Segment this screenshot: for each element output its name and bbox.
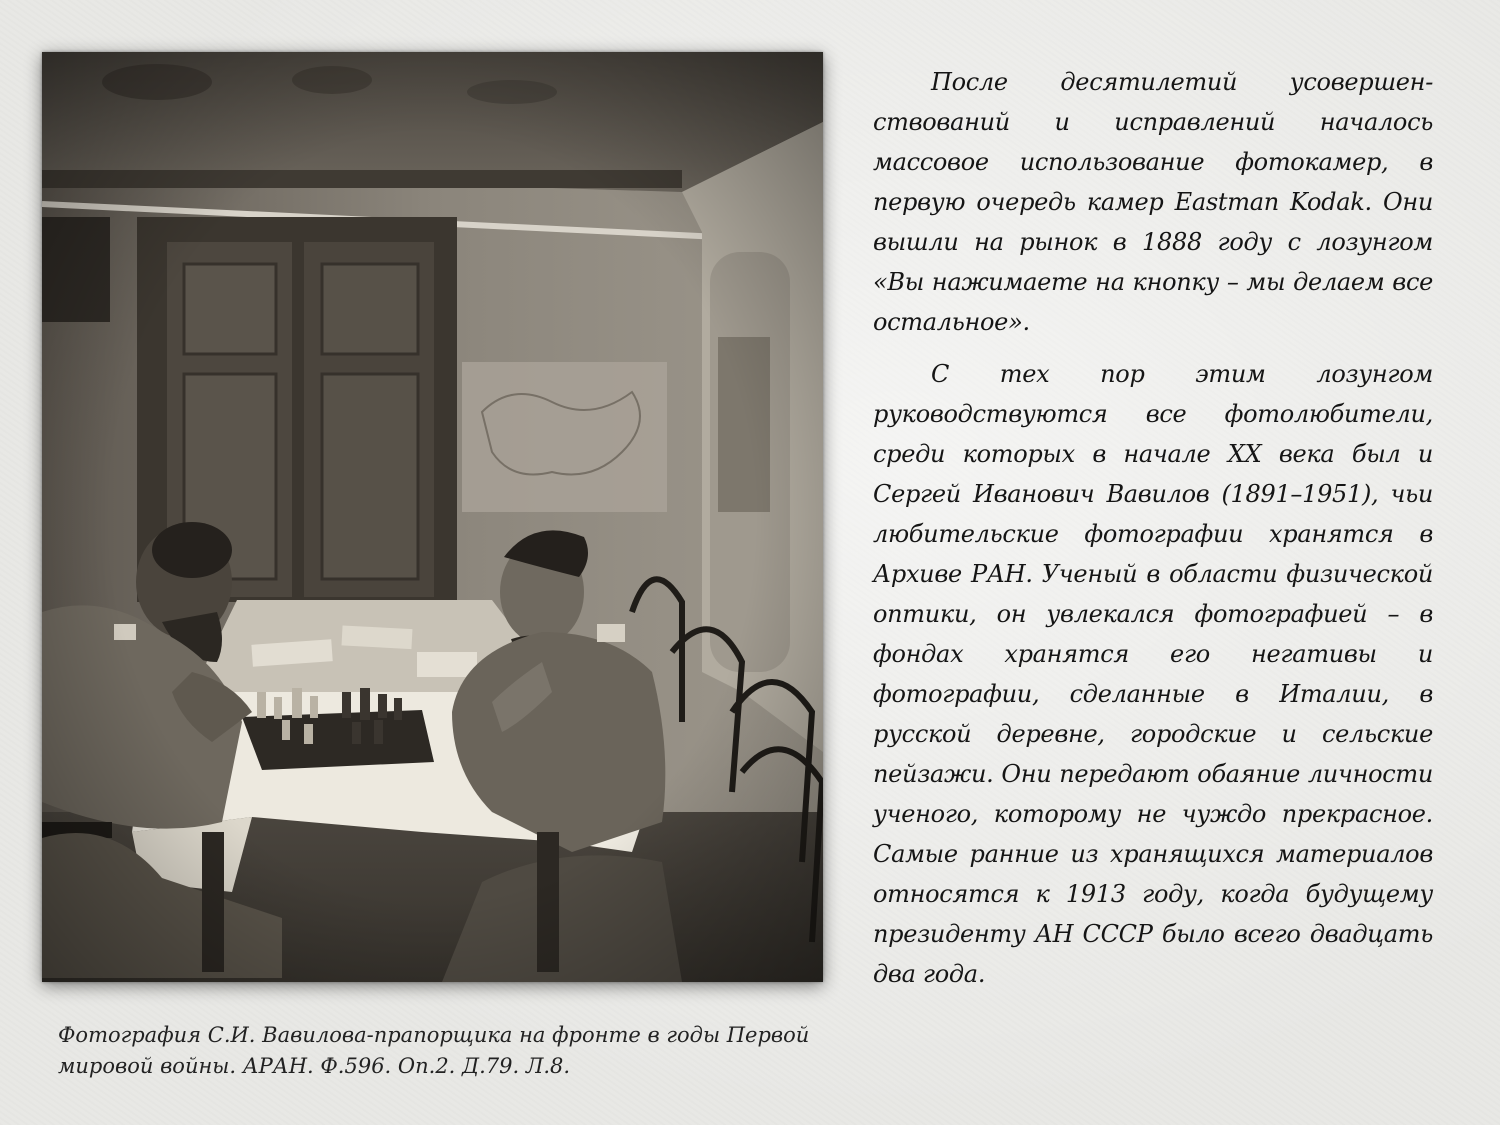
historical-photo xyxy=(42,52,823,982)
article-text xyxy=(873,62,1433,1006)
photo-caption xyxy=(58,1020,818,1082)
caption-line-2: мировой войны. АРАН. Ф.596. Оп.2. Д.79. Л.8. xyxy=(58,1054,571,1078)
photo-chess-players-illustration xyxy=(42,52,823,982)
paragraph-1: После десятилетий усовершен-ствований и исправлений началось массовое использование фотокамер, в первую очередь камер Eastman Kodak. Они вышли на рынок в 1888 году с лозунгом «Вы нажимаете на кнопку – мы делаем все остальное». xyxy=(873,68,1433,336)
paragraph-2: С тех пор этим лозунгом руководствуются все фотолюбители, среди которых в начале XX века был и Сергей Иванович Вавилов (1891–1951), чьи любительские фотографии хранятся в Архиве РАН. Ученый в области физической оптики, он увлекался фотографией – в фондах хранятся его негативы и фотографии, сделанные в Италии, в русской деревне, городские и сельские пейзажи. Они передают обаяние личности ученого, которому не чуждо прекрасное. Самые ранние из хранящихся материалов относятся к 1913 году, когда будущему президенту АН СССР было всего двадцать два года. xyxy=(873,360,1433,988)
caption-line-1: Фотография С.И. Вавилова-прапорщика на фронте в годы Первой xyxy=(58,1023,810,1047)
